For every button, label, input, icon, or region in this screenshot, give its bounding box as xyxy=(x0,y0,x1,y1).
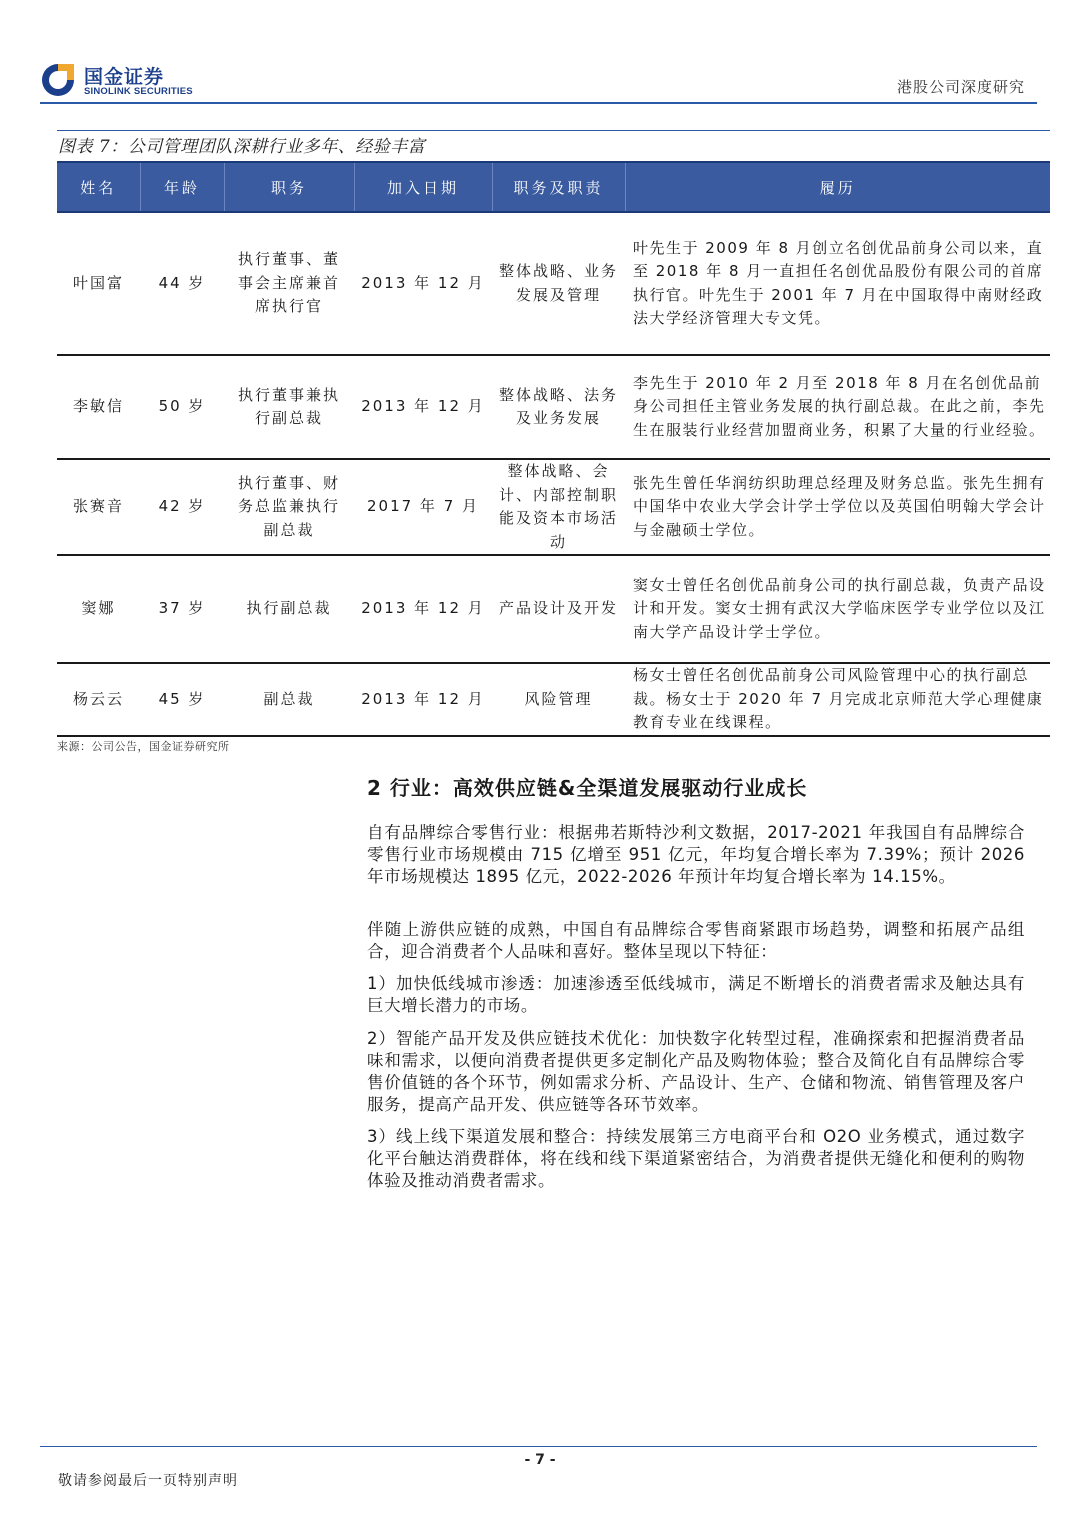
cell-name: 窦娜 xyxy=(57,555,140,663)
brand-logo xyxy=(40,60,200,100)
cell-title: 执行董事、财务总监兼执行副总裁 xyxy=(224,459,354,555)
cell-duty: 风险管理 xyxy=(492,663,625,736)
cell-title: 副总裁 xyxy=(224,663,354,736)
table-header-row xyxy=(57,162,1050,212)
table-row xyxy=(57,355,1050,459)
cell-joined: 2013 年 12 月 xyxy=(354,212,492,355)
cell-age: 37 岁 xyxy=(140,555,224,663)
cell-age: 50 岁 xyxy=(140,355,224,459)
cell-title: 执行董事兼执行副总裁 xyxy=(224,355,354,459)
column-header: 履历 xyxy=(625,162,1050,212)
page-header xyxy=(40,56,1037,104)
table-row xyxy=(57,555,1050,663)
cell-title: 执行董事、董事会主席兼首席执行官 xyxy=(224,212,354,355)
cell-resume: 李先生于 2010 年 2 月至 2018 年 8 月在名创优品前身公司担任主管业务发展的执行副总裁。在此之前，李先生在服装行业经营加盟商业务，积累了大量的行业经验。 xyxy=(625,355,1050,459)
cell-title: 执行副总裁 xyxy=(224,555,354,663)
cell-resume: 叶先生于 2009 年 8 月创立名创优品前身公司以来，直至 2018 年 8 月一直担任名创优品股份有限公司的首席执行官。叶先生于 2001 年 7 月在中国取得中南财经政法大学经济管理大专文凭。 xyxy=(625,212,1050,355)
paragraph: 2）智能产品开发及供应链技术优化：加快数字化转型过程，准确探索和把握消费者品味和需求，以便向消费者提供更多定制化产品及购物体验；整合及简化自有品牌综合零售价值链的各个环节，例如需求分析、产品设计、生产、仓储和物流、销售管理及客户服务，提高产品开发、供应链等各环节效率。 xyxy=(367,1029,1025,1114)
column-header: 加入日期 xyxy=(354,162,492,212)
logo-english-name: SINOLINK SECURITIES xyxy=(84,86,193,97)
cell-name: 张赛音 xyxy=(57,459,140,555)
sinolink-logo-icon xyxy=(40,62,76,98)
column-header: 年龄 xyxy=(140,162,224,212)
column-header: 职务 xyxy=(224,162,354,212)
section-title: 2 行业：高效供应链&全渠道发展驱动行业成长 xyxy=(367,776,808,800)
cell-name: 杨云云 xyxy=(57,663,140,736)
paragraph: 伴随上游供应链的成熟，中国自有品牌综合零售商紧跟市场趋势，调整和拓展产品组合，迎合消费者个人品味和喜好。整体呈现以下特征： xyxy=(367,920,1025,961)
management-table xyxy=(57,161,1050,737)
footer-divider xyxy=(40,1446,1037,1447)
paragraph: 1）加快低线城市渗透：加速渗透至低线城市，满足不断增长的消费者需求及触达具有巨大增长潜力的市场。 xyxy=(367,974,1025,1015)
cell-joined: 2013 年 12 月 xyxy=(354,663,492,736)
cell-age: 45 岁 xyxy=(140,663,224,736)
cell-joined: 2013 年 12 月 xyxy=(354,555,492,663)
cell-duty: 整体战略、法务及业务发展 xyxy=(492,355,625,459)
table-row xyxy=(57,212,1050,355)
cell-joined: 2013 年 12 月 xyxy=(354,355,492,459)
report-type: 港股公司深度研究 xyxy=(896,78,1025,96)
page-number: - 7 - xyxy=(524,1452,556,1468)
cell-age: 44 岁 xyxy=(140,212,224,355)
figure-source: 来源：公司公告，国金证券研究所 xyxy=(57,740,230,753)
cell-resume: 杨女士曾任名创优品前身公司风险管理中心的执行副总裁。杨女士于 2020 年 7 月完成北京师范大学心理健康教育专业在线课程。 xyxy=(625,663,1050,736)
cell-name: 李敏信 xyxy=(57,355,140,459)
cell-duty: 产品设计及开发 xyxy=(492,555,625,663)
cell-name: 叶国富 xyxy=(57,212,140,355)
cell-joined: 2017 年 7 月 xyxy=(354,459,492,555)
cell-resume: 窦女士曾任名创优品前身公司的执行副总裁，负责产品设计和开发。窦女士拥有武汉大学临床医学专业学位以及江南大学产品设计学士学位。 xyxy=(625,555,1050,663)
cell-resume: 张先生曾任华润纺织助理总经理及财务总监。张先生拥有中国华中农业大学会计学士学位以及英国伯明翰大学会计与金融硕士学位。 xyxy=(625,459,1050,555)
cell-duty: 整体战略、会计、内部控制职能及资本市场活动 xyxy=(492,459,625,555)
header-divider xyxy=(40,102,1037,104)
figure-caption: 图表 7：公司管理团队深耕行业多年、经验丰富 xyxy=(58,137,426,157)
disclaimer-note: 敬请参阅最后一页特别声明 xyxy=(58,1473,238,1489)
paragraph: 自有品牌综合零售行业：根据弗若斯特沙利文数据，2017-2021 年我国自有品牌综合零售行业市场规模由 715 亿增至 951 亿元，年均复合增长率为 7.39%；预计 2026 年市场规模达 1895 亿元，2022-2026 年预计年均复合增长率为 14.15%。 xyxy=(367,823,1025,886)
cell-age: 42 岁 xyxy=(140,459,224,555)
cell-duty: 整体战略、业务发展及管理 xyxy=(492,212,625,355)
column-header: 职务及职责 xyxy=(492,162,625,212)
column-header: 姓名 xyxy=(57,162,140,212)
logo-chinese-name: 国金证券 xyxy=(84,66,165,88)
caption-divider xyxy=(57,130,1050,131)
table-row xyxy=(57,459,1050,555)
table-row xyxy=(57,663,1050,736)
paragraph: 3）线上线下渠道发展和整合：持续发展第三方电商平台和 O2O 业务模式，通过数字化平台触达消费群体，将在线和线下渠道紧密结合，为消费者提供无缝化和便利的购物体验及推动消费者需求。 xyxy=(367,1127,1025,1190)
